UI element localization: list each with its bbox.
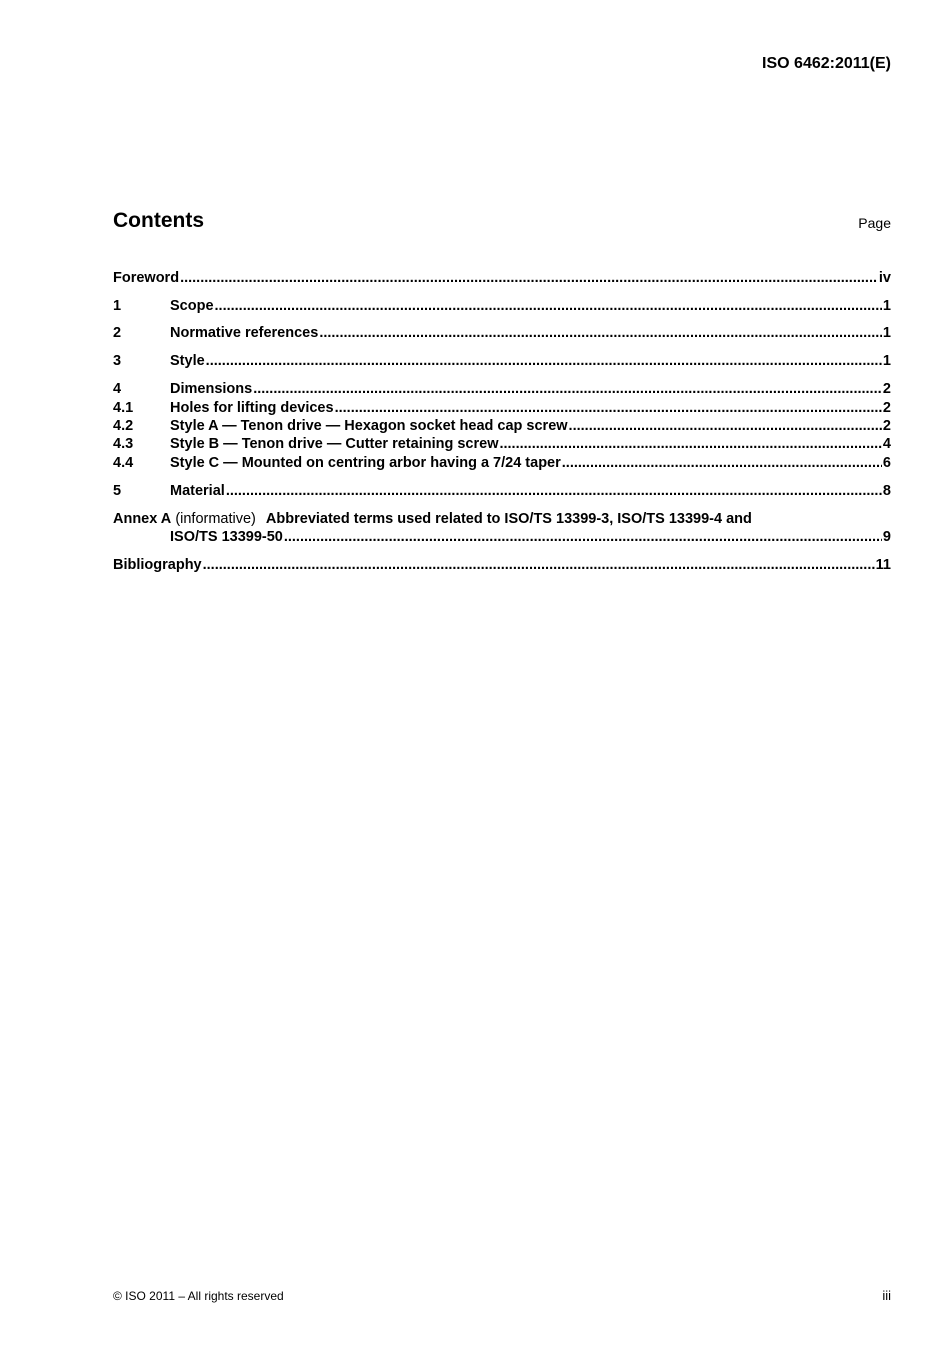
toc-entry-scope[interactable] [113, 297, 891, 315]
toc-leader-dots [206, 352, 882, 370]
toc-entry-title: Style A — Tenon drive — Hexagon socket head cap screw [170, 418, 568, 434]
toc-entry-bibliography[interactable] [113, 556, 891, 574]
toc-entry-style-a[interactable] [113, 417, 891, 435]
toc-leader-dots [499, 435, 881, 453]
toc-leader-dots [226, 482, 882, 500]
toc-leader-dots [284, 528, 882, 546]
annex-title-line-2: ISO/TS 13399-50 [170, 529, 283, 545]
toc-entry-style-c[interactable] [113, 454, 891, 472]
toc-entry-title: Material [170, 483, 225, 499]
toc-leader-dots [562, 454, 882, 472]
toc-entry-holes-lifting[interactable] [113, 399, 891, 417]
toc-entry-number: 4 [113, 381, 122, 397]
toc-entry-annex-a[interactable] [113, 510, 752, 528]
toc-entry-number: 4.3 [113, 436, 134, 452]
toc-entry-normative-references[interactable] [113, 324, 891, 342]
toc-entry-title: Foreword [113, 270, 180, 286]
toc-entry-style[interactable] [113, 352, 891, 370]
toc-entry-title: Holes for lifting devices [170, 400, 334, 416]
toc-entry-page: 2 [882, 381, 891, 397]
toc-leader-dots [253, 380, 882, 398]
toc-leader-dots [335, 399, 882, 417]
toc-entry-title: Bibliography [113, 557, 202, 573]
toc-entry-page: iv [878, 270, 891, 286]
toc-entry-page: 11 [875, 557, 891, 573]
toc-leader-dots [319, 324, 882, 342]
toc-entry-title: Dimensions [170, 381, 253, 397]
toc-entry-page: 4 [882, 436, 891, 452]
toc-entry-page: 2 [882, 418, 891, 434]
toc-entry-page: 1 [882, 298, 891, 314]
toc-entry-page: 2 [882, 400, 891, 416]
toc-entry-title: Style [170, 353, 205, 369]
annex-label: Annex A [113, 511, 172, 527]
toc-entry-number: 5 [113, 483, 122, 499]
toc-entry-number: 4.4 [113, 455, 134, 471]
toc-entry-page: 9 [882, 529, 891, 545]
toc-entry-page: 1 [882, 353, 891, 369]
toc-entry-number: 4.1 [113, 400, 134, 416]
document-identifier: ISO 6462:2011(E) [762, 55, 891, 72]
toc-entry-title: Scope [170, 298, 214, 314]
toc-entry-number: 3 [113, 353, 122, 369]
toc-entry-material[interactable] [113, 482, 891, 500]
toc-entry-number: 1 [113, 298, 122, 314]
toc-entry-title: Normative references [170, 325, 319, 341]
copyright-notice: © ISO 2011 – All rights reserved [113, 1289, 284, 1303]
toc-entry-page: 8 [882, 483, 891, 499]
toc-leader-dots [569, 417, 882, 435]
toc-leader-dots [215, 297, 882, 315]
contents-heading: Contents [113, 209, 204, 232]
toc-entry-title: Style C — Mounted on centring arbor having a 7/24 taper [170, 455, 561, 471]
toc-entry-title: Style B — Tenon drive — Cutter retaining screw [170, 436, 499, 452]
toc-entry-style-b[interactable] [113, 435, 891, 453]
toc-entry-number: 4.2 [113, 418, 134, 434]
page-number: iii [882, 1288, 891, 1303]
toc-entry-foreword[interactable] [113, 269, 891, 287]
annex-title-line-1: Abbreviated terms used related to ISO/TS 13399-3, ISO/TS 13399-4 and [265, 511, 752, 527]
toc-leader-dots [180, 269, 878, 287]
toc-entry-page: 1 [882, 325, 891, 341]
toc-entry-dimensions[interactable] [113, 380, 891, 398]
toc-leader-dots [203, 556, 875, 574]
toc-entry-page: 6 [882, 455, 891, 471]
annex-informative-tag: (informative) [175, 511, 256, 527]
toc-entry-annex-a-continued[interactable] [170, 528, 891, 546]
page-column-label: Page [858, 215, 891, 231]
toc-entry-number: 2 [113, 325, 122, 341]
